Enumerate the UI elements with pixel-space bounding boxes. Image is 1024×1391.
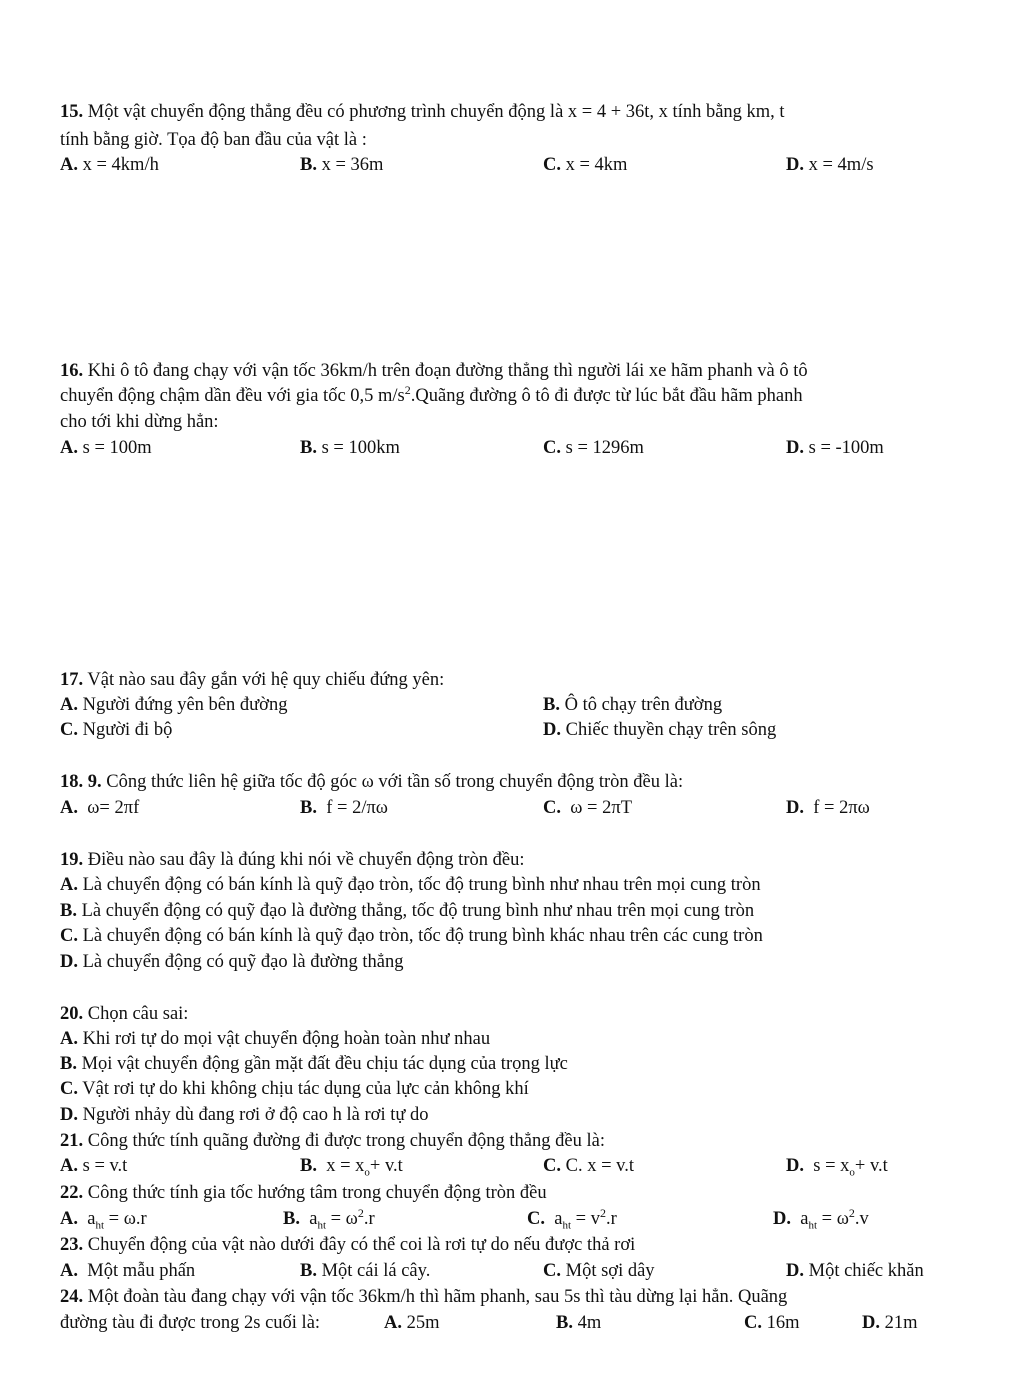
option-label: B.	[60, 1054, 77, 1074]
option-label: C.	[60, 720, 78, 740]
option-d[interactable]	[773, 1205, 869, 1232]
option-text: Khi rơi tự do mọi vật chuyển động hoàn toàn như nhau	[82, 1029, 491, 1049]
superscript: 2	[404, 382, 411, 397]
subscript: ht	[317, 1219, 326, 1232]
option-text: a	[800, 1209, 809, 1229]
option-d[interactable]	[60, 951, 404, 973]
option-b[interactable]	[60, 1053, 568, 1075]
question-16-stem-line-3	[60, 411, 219, 433]
superscript: 2	[357, 1205, 364, 1220]
option-text: .r	[363, 1209, 375, 1229]
question-24-stem-line-1	[60, 1286, 787, 1308]
option-a[interactable]	[60, 1155, 127, 1177]
question-text: cho tới khi dừng hẳn:	[60, 412, 219, 432]
option-text: 21m	[884, 1313, 918, 1333]
question-24-stem-line-2	[60, 1312, 320, 1334]
option-text: x = 4km/h	[82, 155, 159, 175]
option-text: Ô tô chạy trên đường	[564, 695, 723, 715]
option-c[interactable]	[60, 719, 172, 741]
option-b[interactable]	[60, 900, 754, 922]
option-label: C.	[543, 438, 561, 458]
option-text: .v	[854, 1209, 869, 1229]
option-c[interactable]	[543, 154, 627, 176]
option-d[interactable]	[60, 1104, 429, 1126]
option-c[interactable]	[543, 1260, 655, 1282]
option-c[interactable]	[744, 1312, 800, 1334]
option-label: C.	[543, 798, 561, 818]
option-a[interactable]	[60, 1028, 490, 1050]
option-label: B.	[543, 695, 560, 715]
option-text: Vật rơi tự do khi không chịu tác dụng của lực cản không khí	[82, 1079, 529, 1099]
option-label: B.	[556, 1313, 573, 1333]
option-a[interactable]	[60, 1208, 147, 1230]
option-label: A.	[60, 1156, 78, 1176]
question-20-stem	[60, 1003, 188, 1025]
option-c[interactable]	[60, 1078, 529, 1100]
option-text: x = 36m	[321, 155, 384, 175]
question-23-stem	[60, 1234, 635, 1256]
option-text: Là chuyển động có bán kính là quỹ đạo tròn, tốc độ trung bình như nhau trên mọi cung tròn	[82, 875, 761, 895]
option-label: A.	[60, 1261, 78, 1281]
option-text: x = 4m/s	[808, 155, 874, 175]
question-19-stem	[60, 849, 524, 871]
option-label: D.	[862, 1313, 880, 1333]
option-label: B.	[300, 438, 317, 458]
option-label: A.	[60, 1029, 78, 1049]
question-text: Công thức liên hệ giữa tốc độ góc ω với tần số trong chuyển động tròn đều là:	[106, 772, 684, 792]
subscript: o	[364, 1166, 370, 1179]
option-text: Một cái lá cây.	[321, 1261, 431, 1281]
option-label: D.	[60, 952, 78, 972]
subscript: ht	[95, 1219, 105, 1232]
option-text: Một chiếc khăn	[808, 1261, 924, 1281]
option-text: 4m	[577, 1313, 602, 1333]
option-label: C.	[543, 1156, 561, 1176]
question-number: 15.	[60, 102, 84, 122]
option-text: f = 2/πω	[326, 798, 388, 818]
option-text: + v.t	[854, 1156, 888, 1176]
option-label: B.	[300, 1156, 317, 1176]
question-15-stem-line-1	[60, 101, 785, 123]
option-d[interactable]	[786, 437, 884, 459]
option-c[interactable]	[543, 797, 632, 819]
option-text: = ω	[326, 1209, 358, 1229]
option-text: s = 100km	[321, 438, 400, 458]
option-label: D.	[773, 1209, 791, 1229]
question-16-stem-line-1	[60, 360, 808, 382]
option-text: Chiếc thuyền chạy trên sông	[565, 720, 777, 740]
question-number: 22.	[60, 1183, 84, 1203]
question-number: 20.	[60, 1004, 84, 1024]
option-text: Người nhảy dù đang rơi ở độ cao h là rơi tự do	[82, 1105, 429, 1125]
option-label: A.	[60, 875, 78, 895]
option-d[interactable]	[543, 719, 776, 741]
option-text: a	[87, 1209, 96, 1229]
question-17-stem	[60, 669, 444, 691]
question-text: Một vật chuyển động thẳng đều có phương trình chuyển động là x = 4 + 36t, x tính bằng km, t	[87, 102, 785, 122]
option-label: D.	[543, 720, 561, 740]
question-text: Công thức tính quãng đường đi được trong chuyển động thẳng đều là:	[87, 1131, 605, 1151]
option-d[interactable]	[786, 797, 870, 819]
option-d[interactable]	[786, 154, 874, 176]
option-d[interactable]	[786, 1155, 888, 1177]
option-label: C.	[543, 155, 561, 175]
option-text: a	[309, 1209, 318, 1229]
option-a[interactable]	[60, 437, 152, 459]
question-number: 21.	[60, 1131, 84, 1151]
option-text: Mọi vật chuyển động gần mặt đất đều chịu tác dụng của trọng lực	[81, 1054, 568, 1074]
option-text: 25m	[406, 1313, 440, 1333]
option-text: s = x	[813, 1156, 850, 1176]
question-text: Công thức tính gia tốc hướng tâm trong chuyển động tròn đều	[87, 1183, 547, 1203]
option-text: = v	[571, 1209, 600, 1229]
option-label: A.	[384, 1313, 402, 1333]
option-text: 16m	[766, 1313, 800, 1333]
question-text: Chuyển động của vật nào dưới đây có thể coi là rơi tự do nếu được thả rơi	[87, 1235, 636, 1255]
option-label: A.	[60, 798, 78, 818]
option-text: Một sợi dây	[565, 1261, 655, 1281]
question-text: Chọn câu sai:	[87, 1004, 189, 1024]
option-label: B.	[300, 155, 317, 175]
option-text: Là chuyển động có bán kính là quỹ đạo tròn, tốc độ trung bình khác nhau trên các cung tròn	[82, 926, 763, 946]
option-text: Người đi bộ	[82, 720, 173, 740]
option-b[interactable]	[283, 1205, 375, 1232]
option-a[interactable]	[60, 1260, 195, 1282]
option-label: A.	[60, 695, 78, 715]
option-text: ω = 2πT	[570, 798, 633, 818]
option-a[interactable]	[60, 874, 761, 896]
option-label: B.	[60, 901, 77, 921]
option-label: D.	[786, 1261, 804, 1281]
question-21-stem	[60, 1130, 605, 1152]
question-22-stem	[60, 1182, 547, 1204]
question-text: Một đoàn tàu đang chạy với vận tốc 36km/h thì hãm phanh, sau 5s thì tàu dừng lại hẳn. Quãng	[87, 1287, 788, 1307]
question-number: 23.	[60, 1235, 84, 1255]
option-d[interactable]	[786, 1260, 924, 1282]
option-text: s = 1296m	[565, 438, 644, 458]
option-a[interactable]	[60, 154, 159, 176]
question-text: Điều nào sau đây là đúng khi nói về chuyển động tròn đều:	[87, 850, 525, 870]
option-label: C.	[60, 1079, 78, 1099]
question-number: 16.	[60, 361, 84, 381]
option-b[interactable]	[300, 1260, 430, 1282]
option-label: C.	[744, 1313, 762, 1333]
option-label: B.	[300, 1261, 317, 1281]
question-text: .Quãng đường ô tô đi được từ lúc bắt đầu hãm phanh	[410, 386, 803, 406]
option-label: C.	[527, 1209, 545, 1229]
question-15-stem-line-2	[60, 129, 367, 151]
option-a[interactable]	[60, 694, 287, 716]
option-text: f = 2πω	[813, 798, 870, 818]
option-b[interactable]	[300, 797, 388, 819]
option-b[interactable]	[300, 1155, 403, 1177]
question-number: 17.	[60, 670, 84, 690]
option-text: s = 100m	[82, 438, 152, 458]
option-text: Là chuyển động có quỹ đạo là đường thẳng	[82, 952, 404, 972]
subscript: ht	[562, 1219, 572, 1232]
question-number: 19.	[60, 850, 84, 870]
option-b[interactable]	[300, 154, 383, 176]
option-label: A.	[60, 1209, 78, 1229]
option-a[interactable]	[60, 797, 139, 819]
option-c[interactable]	[527, 1205, 617, 1232]
question-18-stem	[60, 771, 683, 793]
subscript: o	[849, 1166, 855, 1179]
option-text: Là chuyển động có quỹ đạo là đường thẳng, tốc độ trung bình như nhau trên mọi cung tròn	[81, 901, 755, 921]
option-label: A.	[60, 155, 78, 175]
option-text: x = 4km	[565, 155, 628, 175]
option-text: Người đứng yên bên đường	[82, 695, 288, 715]
option-label: A.	[60, 438, 78, 458]
option-b[interactable]	[300, 437, 400, 459]
question-text: đường tàu đi được trong 2s cuối là:	[60, 1313, 321, 1333]
question-number: 18. 9.	[60, 772, 102, 792]
option-text: = ω.r	[104, 1209, 147, 1229]
option-b[interactable]	[543, 694, 722, 716]
option-label: B.	[300, 798, 317, 818]
option-d[interactable]	[862, 1312, 918, 1334]
subscript: ht	[808, 1219, 818, 1232]
option-text: C. x = v.t	[565, 1156, 634, 1176]
superscript: 2	[599, 1205, 606, 1220]
option-label: D.	[786, 1156, 804, 1176]
superscript: 2	[848, 1205, 855, 1220]
option-text: x = x	[326, 1156, 365, 1176]
option-text: s = v.t	[82, 1156, 128, 1176]
option-label: C.	[60, 926, 78, 946]
option-label: D.	[60, 1105, 78, 1125]
option-label: C.	[543, 1261, 561, 1281]
option-text: Một mẫu phấn	[87, 1261, 196, 1281]
option-label: D.	[786, 438, 804, 458]
question-number: 24.	[60, 1287, 84, 1307]
option-b[interactable]	[556, 1312, 601, 1334]
question-text: Khi ô tô đang chạy với vận tốc 36km/h trên đoạn đường thẳng thì người lái xe hãm phanh và ô tô	[87, 361, 808, 381]
option-text: s = -100m	[808, 438, 884, 458]
option-label: D.	[786, 155, 804, 175]
option-c[interactable]	[543, 1155, 634, 1177]
option-text: + v.t	[369, 1156, 403, 1176]
question-text: Vật nào sau đây gắn với hệ quy chiếu đứng yên:	[87, 670, 445, 690]
option-text: ω= 2πf	[87, 798, 140, 818]
question-text: tính bằng giờ. Tọa độ ban đầu của vật là :	[60, 130, 367, 150]
option-text: .r	[605, 1209, 617, 1229]
option-label: B.	[283, 1209, 300, 1229]
option-c[interactable]	[543, 437, 644, 459]
option-c[interactable]	[60, 925, 763, 947]
option-a[interactable]	[384, 1312, 440, 1334]
question-16-stem-line-2	[60, 382, 803, 407]
option-text: a	[554, 1209, 563, 1229]
question-text: chuyển động chậm dần đều với gia tốc 0,5 m/s	[60, 386, 405, 406]
option-text: = ω	[817, 1209, 849, 1229]
option-label: D.	[786, 798, 804, 818]
